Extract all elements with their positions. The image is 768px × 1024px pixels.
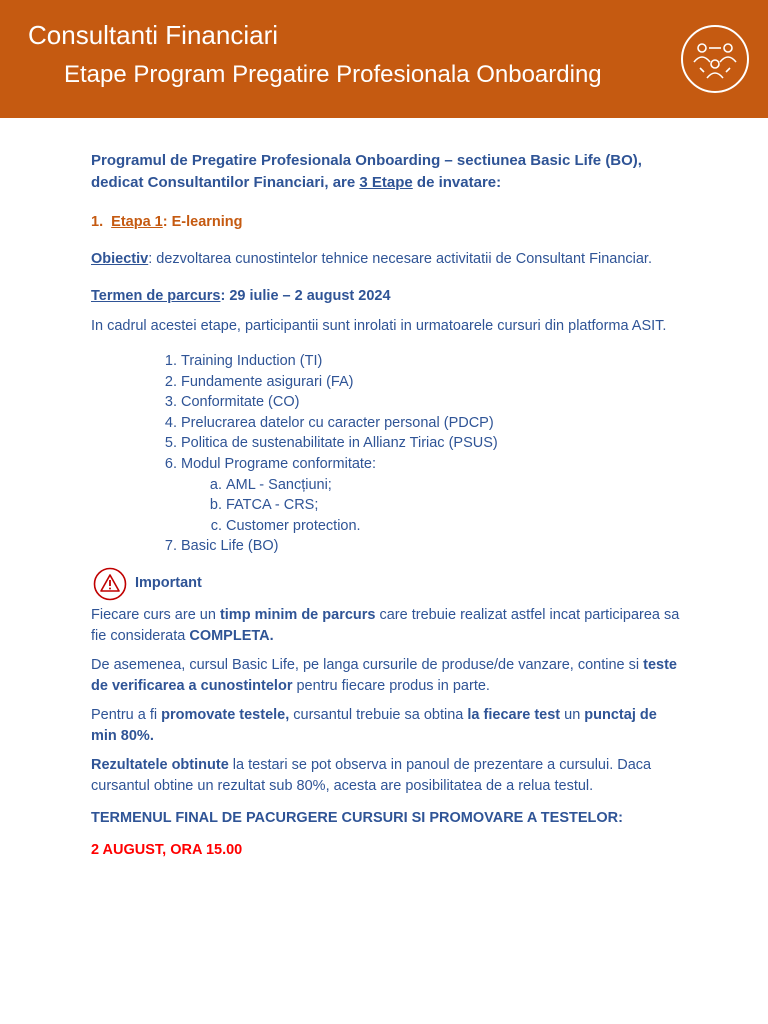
text-span: pentru fiecare produs in parte. [292,677,490,694]
intro-text-end: de invatare: [412,174,502,191]
bold-text: COMPLETA. [189,627,274,644]
text-span: care trebuie realizat astfel incat participarea sa fie considerata [91,606,680,644]
objective-line [91,249,681,270]
step-label: Etapa 1 [111,214,163,230]
stage-description: In cadrul acestei etape, participantii sunt inrolati in urmatoarele cursuri din platforma ASIT. [91,318,667,334]
important-callout [91,567,681,601]
page-title: Consultanti Financiari [28,20,279,50]
list-item-label: Modul Programe conformitate: [181,455,377,472]
document-body [91,150,681,861]
bold-text: punctaj de min 80%. [91,706,657,744]
sub-course-list [181,475,681,537]
header-banner [0,0,768,118]
important-label: Important [135,574,202,591]
paragraph-min-time [91,605,681,647]
objective-text: : dezvoltarea cunostintelor tehnice necesare activitatii de Consultant Financiar. [148,251,652,267]
text-span: un [560,706,585,723]
term-text: : 29 iulie – 2 august 2024 [220,288,391,304]
bold-text: promovate testele, [161,706,290,723]
paragraph-tests [91,655,681,697]
people-group-icon [680,24,750,94]
step-number: 1. [91,214,104,230]
list-item-with-sublist [181,454,681,536]
course-list [91,351,681,557]
final-deadline-title: TERMENUL FINAL DE PACURGERE CURSURI SI PROMOVARE A TESTELOR: [91,809,623,826]
sub-list-item: c. Customer protection. [226,516,681,537]
warning-icon [93,567,127,601]
intro-paragraph [91,150,681,194]
bold-text: Rezultatele obtinute [91,756,229,773]
term-line [91,286,681,307]
bold-text: la fiecare test [467,706,561,723]
bold-text: teste de verificarea a cunostintelor [91,656,677,694]
text-span: cursantul trebuie sa obtina [289,706,468,723]
text-span: Fiecare curs are un [91,606,220,623]
page-subtitle: Etape Program Pregatire Profesionala Onboarding [64,61,602,88]
step-heading [91,212,681,233]
paragraph-pass-score [91,705,681,747]
list-item: 2. Fundamente asigurari (FA) [181,372,681,393]
term-label: Termen de parcurs [91,288,221,304]
list-item: 1. Training Induction (TI) [181,351,681,372]
sub-list-item: b. FATCA - CRS; [226,495,681,516]
sub-list-item: a. AML - Sancțiuni; [226,475,681,496]
step-title: : E-learning [162,214,243,230]
intro-text: Programul de Pregatire Profesionala Onboarding – sectiunea Basic Life (BO), dedicat Consultantilor Financiari, are [91,152,642,191]
bold-text: timp minim de parcurs [219,606,376,623]
final-deadline-date: 2 AUGUST, ORA 15.00 [91,841,243,858]
text-span: De asemenea, cursul Basic Life, pe langa cursurile de produse/de vanzare, contine si [91,656,644,673]
steps-link[interactable]: 3 Etape [359,174,413,191]
text-span: la testari se pot observa in panoul de prezentare a cursului. Daca cursantul obtine un rezultat sub 80%, acesta are posibilitatea de a relua testul. [91,756,652,794]
objective-label: Obiectiv [91,251,149,267]
list-item: 3. Conformitate (CO) [181,392,681,413]
list-item: 7. Basic Life (BO) [181,536,681,557]
paragraph-results [91,755,681,797]
text-span: Pentru a fi [91,706,162,723]
list-item: 5. Politica de sustenabilitate in Allianz Tiriac (PSUS) [181,433,681,454]
list-item: 4. Prelucrarea datelor cu caracter personal (PDCP) [181,413,681,434]
